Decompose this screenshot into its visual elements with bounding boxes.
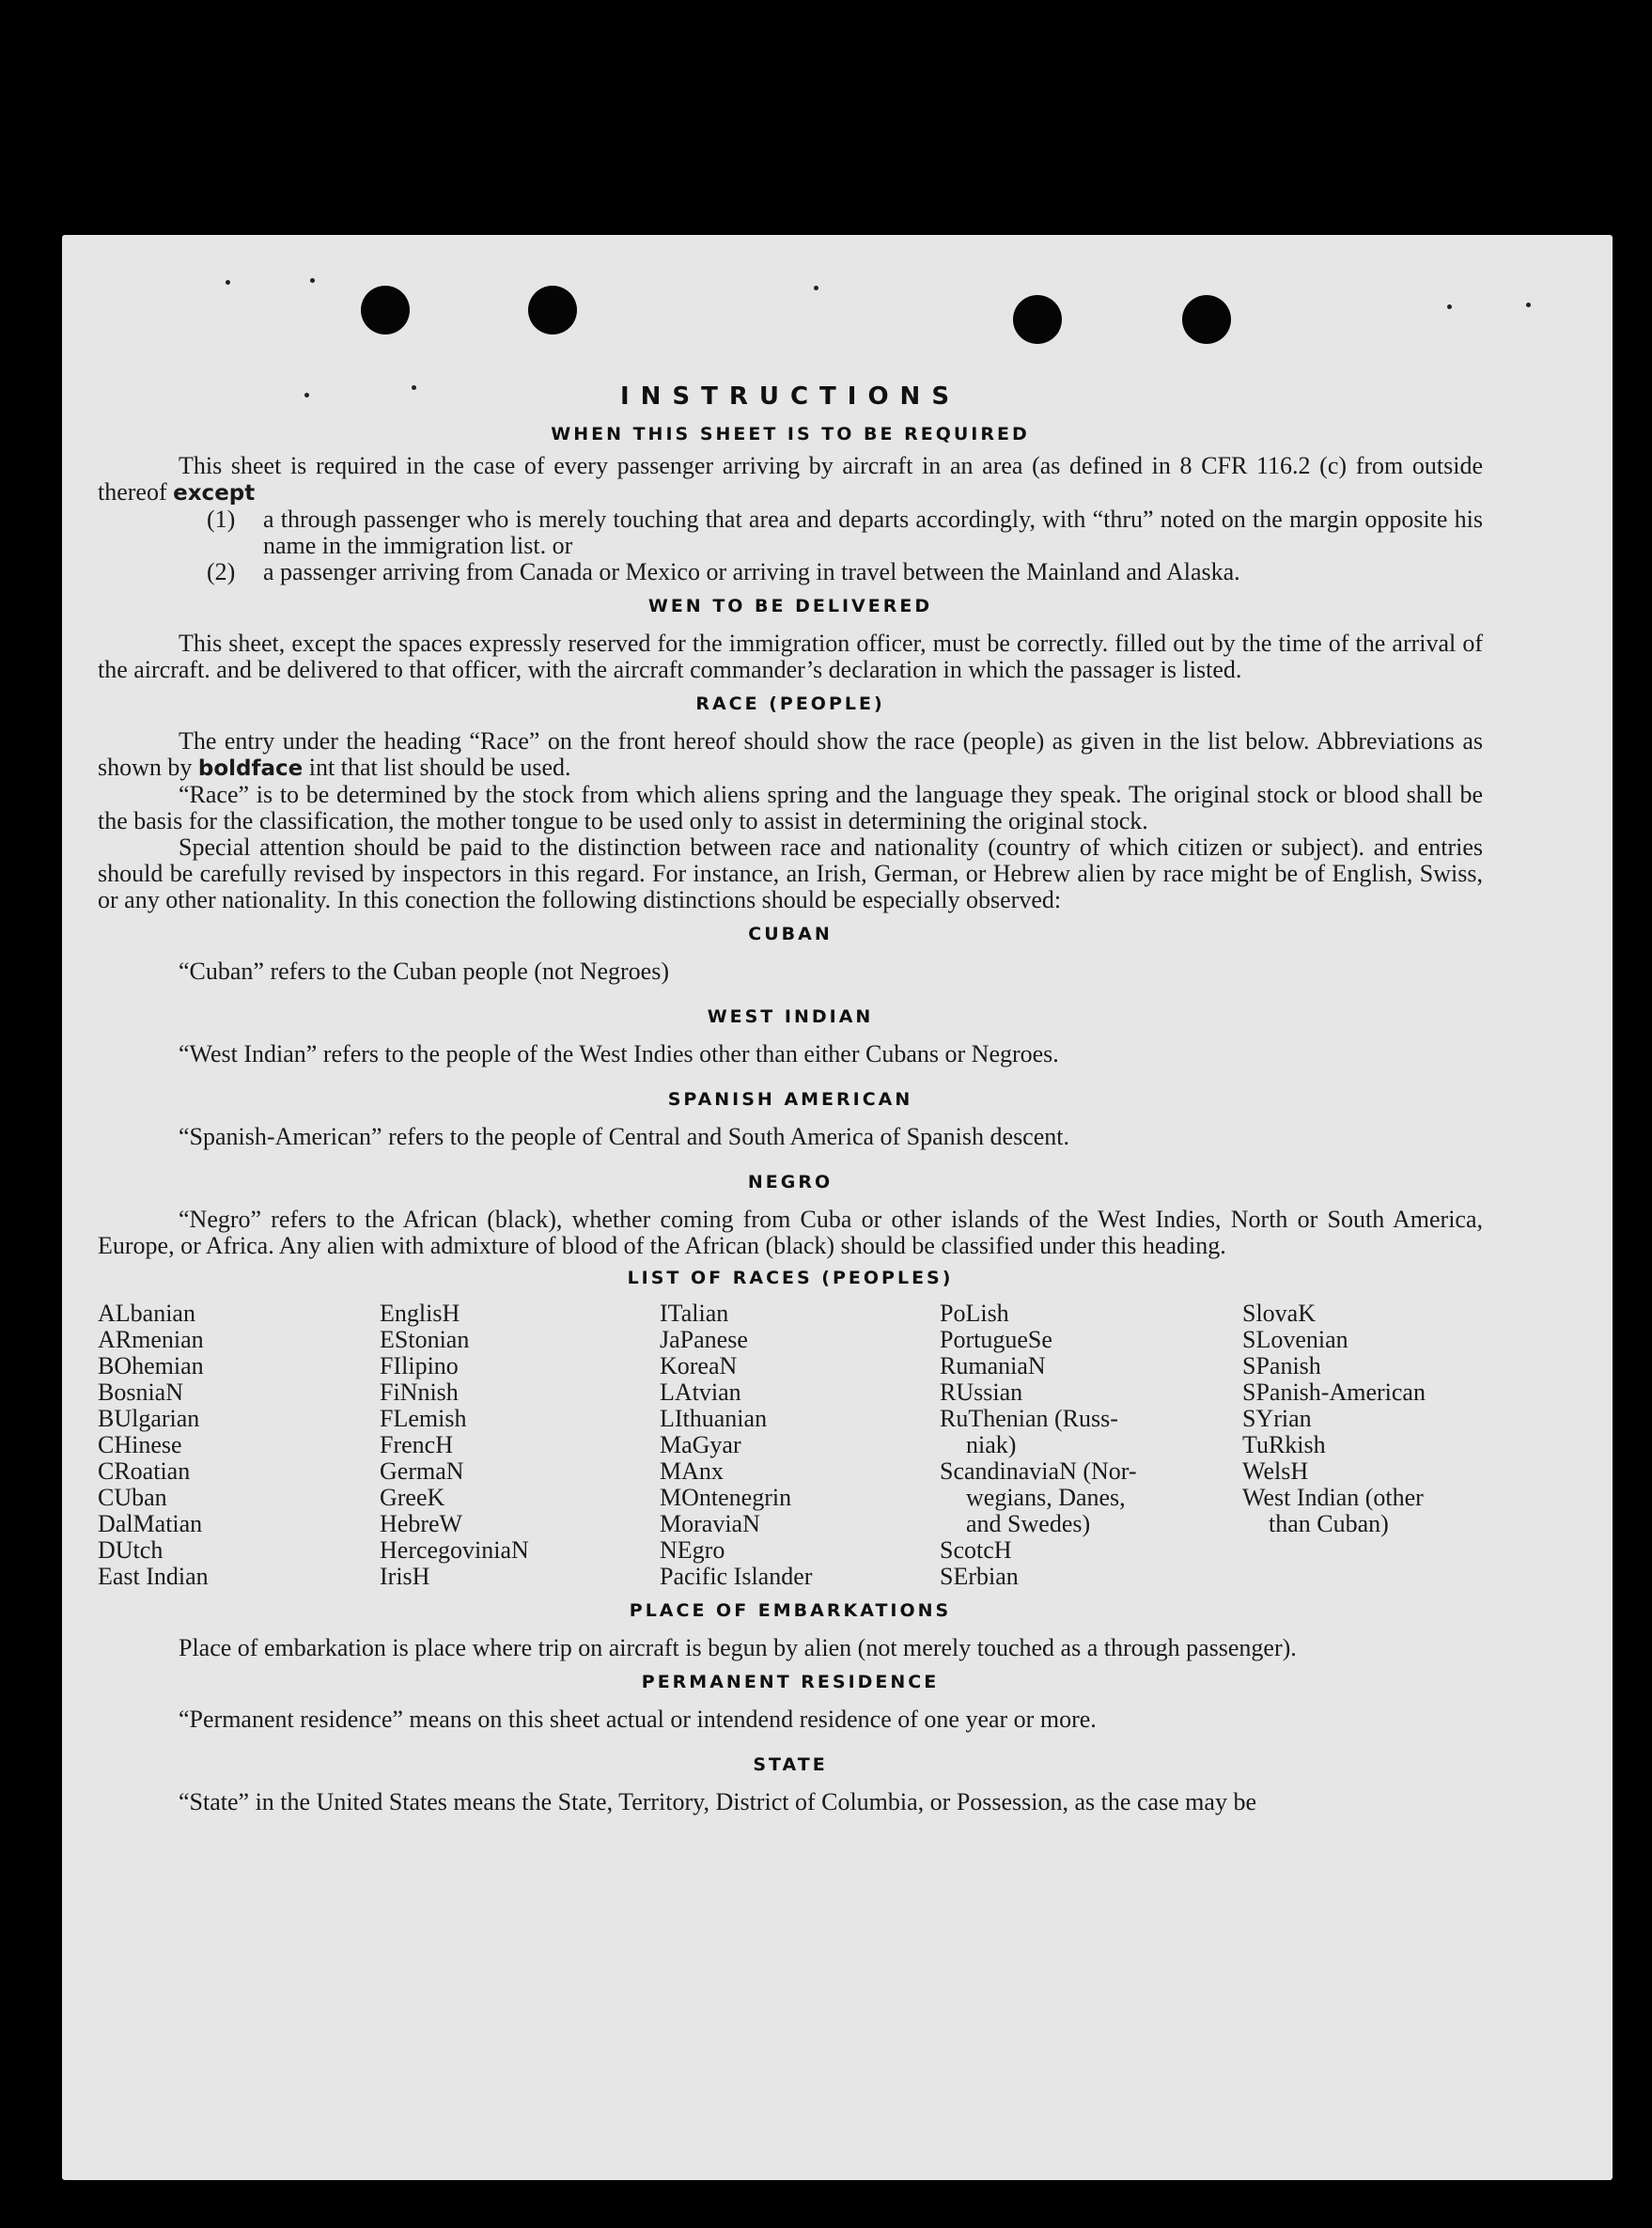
- race-entry: LIthuanian: [660, 1405, 768, 1432]
- race-entry: SPanish: [1242, 1352, 1321, 1379]
- race-entry: EnglisH: [380, 1300, 460, 1327]
- punch-hole: [1013, 295, 1062, 344]
- heading-state: STATE: [753, 1754, 828, 1775]
- page-title: INSTRUCTIONS: [619, 382, 961, 411]
- race-entry: BUlgarian: [98, 1405, 200, 1432]
- race-entry: JaPanese: [660, 1326, 748, 1353]
- document-page: [62, 235, 1613, 2180]
- heading-embarkation: PLACE OF EMBARKATIONS: [629, 1600, 952, 1621]
- race-entry: BosniaN: [98, 1379, 183, 1406]
- speck: [1526, 303, 1531, 307]
- race-entry: DUtch: [98, 1536, 164, 1564]
- race-entry: BOhemian: [98, 1352, 204, 1379]
- races-column: [660, 1301, 940, 1590]
- race-entry: East Indian: [98, 1563, 209, 1590]
- race-entry: RUssian: [940, 1379, 1023, 1406]
- race-entry: DalMatian: [98, 1510, 203, 1537]
- race-entry: MaGyar: [660, 1431, 741, 1458]
- race-entry: IrisH: [380, 1563, 430, 1590]
- race-entry: Pacific Islander: [660, 1563, 813, 1590]
- heading-west-indian: WEST INDIAN: [707, 1006, 874, 1027]
- races-column: [1242, 1301, 1483, 1590]
- race-entry: SYrian: [1242, 1405, 1312, 1432]
- speck: [814, 286, 818, 290]
- speck: [1447, 304, 1452, 309]
- heading-when-required: WHEN THIS SHEET IS TO BE REQUIRED: [551, 424, 1030, 444]
- when-required-intro: This sheet is required in the case of every passenger arriving by aircraft in an area (as defined in 8 CFR 116.2 (c) from outside thereof except: [98, 452, 1483, 506]
- heading-spanish-american: SPANISH AMERICAN: [667, 1089, 913, 1110]
- negro-text: “Negro” refers to the African (black), whether coming from Cuba or other islands of the West Indies, North or South America, Europe, or Africa. Any alien with admixture of blood of the African (black) should be classified under this heading.: [98, 1206, 1483, 1259]
- races-column: [98, 1301, 380, 1590]
- race-entry: FIlipino: [380, 1352, 459, 1379]
- race-entry: GreeK: [380, 1484, 445, 1511]
- exception-item: (1) a through passenger who is merely touching that area and departs accordingly, with “thru” noted on the margin opposite his name in the immigration list. or: [207, 506, 1483, 559]
- race-entry: FrencH: [380, 1431, 453, 1458]
- race-entry-continuation: than Cuban): [1269, 1510, 1389, 1537]
- speck: [226, 280, 230, 285]
- when-delivered-text: This sheet, except the spaces expressly reserved for the immigration officer, must be correctly. filled out by the time of the arrival of the aircraft. and be delivered to that officer, with the aircraft commander’s declaration in which the passager is listed.: [98, 630, 1483, 683]
- race-entry: LAtvian: [660, 1379, 741, 1406]
- embarkation-text: Place of embarkation is place where trip on aircraft is begun by alien (not merely touched as a through passenger).: [179, 1634, 1297, 1661]
- race-entry: SLovenian: [1242, 1326, 1348, 1353]
- punch-hole: [361, 286, 410, 335]
- race-paragraph-1: The entry under the heading “Race” on the front hereof should show the race (people) as given in the list below. Abbreviations as shown by boldface int that list should be used.: [98, 727, 1483, 781]
- race-entry: SlovaK: [1242, 1300, 1316, 1327]
- race-entry: MoraviaN: [660, 1510, 760, 1537]
- race-entry: GermaN: [380, 1457, 464, 1485]
- west-indian-text: “West Indian” refers to the people of the West Indies other than either Cubans or Negroes.: [179, 1040, 1059, 1067]
- race-entry: SPanish-American: [1242, 1379, 1426, 1406]
- races-column: [380, 1301, 660, 1590]
- race-entry: FLemish: [380, 1405, 467, 1432]
- races-list: [98, 1301, 1483, 1590]
- race-entry-continuation: niak): [966, 1431, 1017, 1458]
- race-entry: SErbian: [940, 1563, 1019, 1590]
- race-entry-continuation: and Swedes): [966, 1510, 1091, 1537]
- race-entry: NEgro: [660, 1536, 725, 1564]
- race-entry: EStonian: [380, 1326, 470, 1353]
- race-entry: PortugueSe: [940, 1326, 1052, 1353]
- except-emphasis: except: [173, 481, 256, 506]
- race-entry: TuRkish: [1242, 1431, 1326, 1458]
- race-entry: ARmenian: [98, 1326, 204, 1353]
- race-entry: ScandinaviaN (Nor-: [940, 1457, 1137, 1485]
- race-entry: West Indian (other: [1242, 1484, 1424, 1511]
- race-entry: ITalian: [660, 1300, 729, 1327]
- race-entry: PoLish: [940, 1300, 1009, 1327]
- heading-permanent-residence: PERMANENT RESIDENCE: [641, 1672, 940, 1692]
- cuban-text: “Cuban” refers to the Cuban people (not Negroes): [179, 958, 669, 985]
- exception-item: (2) a passenger arriving from Canada or Mexico or arriving in travel between the Mainland and Alaska.: [207, 558, 1240, 585]
- race-entry: HercegoviniaN: [380, 1536, 529, 1564]
- race-entry: CUban: [98, 1484, 167, 1511]
- state-text: “State” in the United States means the State, Territory, District of Columbia, or Possession, as the case may be: [179, 1788, 1256, 1815]
- heading-negro: NEGRO: [747, 1172, 834, 1192]
- race-paragraph-3: Special attention should be paid to the distinction between race and nationality (country of which citizen or subject). and entries should be carefully revised by inspectors in this regard. For instance, an Irish, German, or Hebrew alien by race might be of English, Swiss, or any other nationality. In this conection the following distinctions should be especially observed:: [98, 834, 1483, 913]
- race-entry-continuation: wegians, Danes,: [966, 1484, 1126, 1511]
- race-entry: WelsH: [1242, 1457, 1309, 1485]
- race-entry: FiNnish: [380, 1379, 459, 1406]
- punch-hole: [1182, 295, 1231, 344]
- heading-when-delivered: WEN TO BE DELIVERED: [647, 596, 933, 616]
- instructions-content: [98, 378, 1483, 1815]
- race-entry: MOntenegrin: [660, 1484, 792, 1511]
- race-entry: CHinese: [98, 1431, 182, 1458]
- punch-hole: [528, 286, 577, 335]
- race-entry: KoreaN: [660, 1352, 738, 1379]
- race-entry: HebreW: [380, 1510, 463, 1537]
- residence-text: “Permanent residence” means on this sheet actual or intendend residence of one year or more.: [179, 1706, 1097, 1733]
- spanish-american-text: “Spanish-American” refers to the people of Central and South America of Spanish descent.: [179, 1123, 1069, 1150]
- heading-list-of-races: LIST OF RACES (PEOPLES): [627, 1268, 954, 1288]
- race-entry: RumaniaN: [940, 1352, 1046, 1379]
- boldface-emphasis: boldface: [197, 756, 304, 781]
- race-entry: RuThenian (Russ-: [940, 1405, 1118, 1432]
- race-entry: ALbanian: [98, 1300, 195, 1327]
- race-entry: ScotcH: [940, 1536, 1012, 1564]
- heading-cuban: CUBAN: [748, 924, 833, 944]
- heading-race: RACE (PEOPLE): [695, 693, 885, 714]
- speck: [310, 278, 315, 283]
- race-paragraph-2: “Race” is to be determined by the stock from which aliens spring and the language they speak. The original stock or blood shall be the basis for the classification, the mother tongue to be used only to assist in determining the original stock.: [98, 781, 1483, 834]
- race-entry: CRoatian: [98, 1457, 191, 1485]
- race-entry: MAnx: [660, 1457, 724, 1485]
- races-column: [940, 1301, 1242, 1590]
